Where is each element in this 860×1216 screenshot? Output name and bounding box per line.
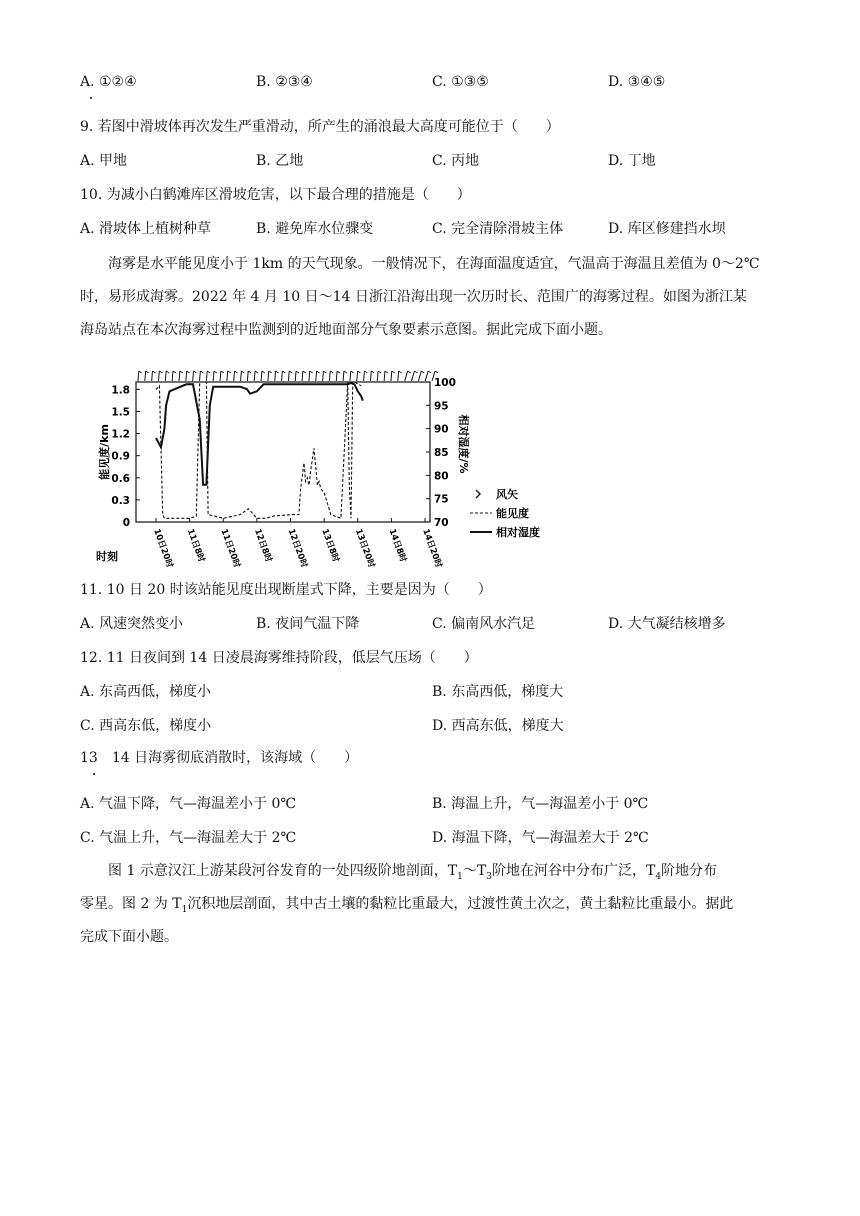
wind-barb bbox=[377, 371, 378, 381]
x-tick-label: 13日8时 bbox=[319, 527, 341, 564]
passage-sea-fog-line-3: 海岛站点在本次海雾过程中监测到的近地面部分气象要素示意图。据此完成下面小题。 bbox=[80, 322, 612, 338]
wind-barb bbox=[220, 371, 221, 381]
wind-barb-flag bbox=[235, 371, 238, 373]
x-tick-label: 11日20时 bbox=[218, 527, 242, 570]
wind-barb bbox=[391, 371, 392, 381]
wind-barb bbox=[213, 371, 214, 381]
y-tick-label-right: 75 bbox=[434, 493, 449, 506]
x-axis-label: 时刻 bbox=[96, 550, 118, 563]
wind-barb-flag bbox=[378, 371, 381, 373]
q8-option-c: C. ①③⑤ bbox=[432, 74, 489, 90]
wind-barb-flag bbox=[337, 371, 340, 373]
wind-barb bbox=[370, 371, 371, 381]
wind-barb-flag bbox=[159, 371, 162, 373]
wind-barb bbox=[261, 371, 262, 381]
wind-barb bbox=[138, 371, 139, 381]
wind-barb-flag bbox=[408, 371, 411, 373]
wind-barb bbox=[282, 371, 283, 381]
wind-barb-flag bbox=[139, 371, 142, 373]
passage-terrace-line-2: 零星。图 2 为 $T_1$沉积地层剖面，其中古土壤的黏粒比重最大，过渡性黄土次之，黄土黏粒比重最小。据此 bbox=[80, 896, 734, 915]
wind-barb bbox=[309, 371, 310, 381]
q10-option-d: D. 库区修建挡水坝 bbox=[608, 221, 726, 237]
y-tick-label-left: 0.9 bbox=[111, 450, 130, 463]
wind-barb-flag bbox=[371, 371, 374, 373]
wind-barb-flag bbox=[255, 371, 258, 373]
wind-barb-flag bbox=[193, 371, 196, 373]
x-tick-label: 11日8时 bbox=[184, 527, 207, 564]
q12-stem: 12. 11 日夜间到 14 日凌晨海雾维持阶段，低层气压场（ ） bbox=[80, 650, 478, 666]
y-tick-label-right: 80 bbox=[434, 470, 449, 483]
wind-barb-flag bbox=[152, 371, 155, 373]
stray-dot bbox=[90, 97, 92, 99]
series-line-humidity bbox=[156, 383, 363, 485]
y-tick-label-right: 70 bbox=[434, 517, 449, 529]
q9-option-d: D. 丁地 bbox=[608, 153, 656, 169]
x-tick-label: 14日20时 bbox=[420, 527, 444, 570]
passage-sea-fog-line-2: 时，易形成海雾。2022 年 4 月 10 日～14 日浙江沿海出现一次历时长、范围广的海雾过程。如图为浙江某 bbox=[80, 289, 747, 305]
q10-option-c: C. 完全清除滑坡主体 bbox=[432, 221, 564, 237]
wind-barb-flag bbox=[166, 371, 169, 373]
wind-barb bbox=[193, 371, 194, 381]
wind-barb bbox=[418, 371, 421, 381]
y-tick-label-right: 100 bbox=[434, 377, 456, 389]
q13-option-d: D. 海温下降，气—海温差大于 2℃ bbox=[432, 830, 649, 846]
q10-stem: 10. 为减小白鹤滩库区滑坡危害，以下最合理的措施是（ ） bbox=[80, 187, 471, 203]
wind-barb bbox=[343, 371, 344, 381]
wind-barb bbox=[268, 371, 269, 381]
q8-option-b: B. ②③④ bbox=[256, 74, 313, 90]
wind-barb-flag bbox=[221, 371, 224, 373]
passage-terrace-line-1: 图 1 示意汉江上游某段河谷发育的一处四级阶地剖面，$T_1\sim T_3$阶地在河谷中分布广泛，$T_4$阶地分布 bbox=[108, 863, 718, 882]
wind-barb-flag bbox=[200, 371, 203, 373]
q9-option-a: A. 甲地 bbox=[80, 153, 128, 169]
wind-barb bbox=[145, 371, 146, 381]
wind-barb-flag bbox=[173, 371, 176, 373]
wind-barb-flag bbox=[207, 371, 210, 373]
y-axis-label-right: 相对湿度/% bbox=[457, 414, 470, 474]
wind-barb-flag bbox=[392, 371, 395, 373]
q9-option-c: C. 丙地 bbox=[432, 153, 480, 169]
q10-option-a: A. 滑坡体上植树种草 bbox=[80, 221, 212, 237]
legend-label: 能见度 bbox=[496, 507, 529, 520]
y-axis-label-left: 能见度/km bbox=[98, 424, 111, 480]
wind-barb-flag bbox=[282, 371, 285, 373]
wind-barb-flag bbox=[323, 371, 326, 373]
wind-barb-flag bbox=[269, 371, 272, 373]
y-tick-label-left: 0 bbox=[122, 517, 130, 529]
wind-barb bbox=[152, 371, 153, 381]
wind-barb-flag bbox=[364, 371, 367, 373]
wind-barb-flag bbox=[351, 371, 354, 373]
wind-barb-flag bbox=[435, 371, 438, 373]
q13-option-a: A. 气温下降，气—海温差小于 0℃ bbox=[80, 796, 297, 812]
legend-label: 相对湿度 bbox=[496, 526, 540, 539]
q10-option-b: B. 避免库水位骤变 bbox=[256, 221, 374, 237]
wind-barb bbox=[234, 371, 235, 381]
wind-barb bbox=[165, 371, 166, 381]
wind-barb bbox=[186, 371, 187, 381]
y-tick-label-left: 1.5 bbox=[111, 406, 130, 419]
wind-barb bbox=[364, 371, 365, 381]
wind-barb bbox=[384, 371, 385, 381]
q12-option-b: B. 东高西低，梯度大 bbox=[432, 684, 564, 700]
wind-barb bbox=[172, 371, 173, 381]
q9-option-b: B. 乙地 bbox=[256, 153, 304, 169]
wind-barb bbox=[336, 371, 337, 381]
legend-label: 风矢 bbox=[496, 488, 518, 501]
passage-sea-fog-line-1: 海雾是水平能见度小于 1km 的天气现象。一般情况下，在海面温度适宜，气温高于海温且差值为 0～2℃ bbox=[108, 256, 760, 272]
wind-barb-flag bbox=[214, 371, 217, 373]
y-tick-label-right: 85 bbox=[434, 447, 449, 459]
q13-option-b: B. 海温上升，气—海温差小于 0℃ bbox=[432, 796, 649, 812]
y-tick-label-right: 90 bbox=[434, 423, 449, 436]
wind-barb bbox=[411, 371, 414, 381]
wind-barb-flag bbox=[289, 371, 292, 373]
q13-stem: 13 14 日海雾彻底消散时，该海域（ ） bbox=[80, 750, 359, 766]
wind-barb-flag bbox=[317, 371, 320, 373]
wind-barb-flag bbox=[228, 371, 231, 373]
wind-barb bbox=[405, 371, 408, 381]
x-tick-label: 10日20时 bbox=[151, 527, 175, 570]
passage-terrace-line-3: 完成下面小题。 bbox=[80, 929, 178, 945]
wind-barb-flag bbox=[248, 371, 251, 373]
series-line-visibility bbox=[156, 382, 361, 518]
wind-barb-flag bbox=[310, 371, 313, 373]
q11-option-d: D. 大气凝结核增多 bbox=[608, 616, 726, 632]
wind-barb bbox=[398, 371, 399, 381]
x-tick-label: 14日8时 bbox=[386, 527, 408, 564]
legend-wind-symbol bbox=[476, 490, 480, 498]
q12-option-d: D. 西高东低，梯度大 bbox=[432, 718, 564, 734]
wind-barb-flag bbox=[262, 371, 265, 373]
wind-barb-flag bbox=[187, 371, 190, 373]
wind-barb bbox=[200, 371, 201, 381]
wind-barb-flag bbox=[303, 371, 306, 373]
q11-option-b: B. 夜间气温下降 bbox=[256, 616, 360, 632]
wind-barb bbox=[254, 371, 255, 381]
wind-barb bbox=[316, 371, 317, 381]
sea-fog-weather-chart bbox=[96, 362, 556, 572]
wind-barb bbox=[241, 371, 242, 381]
wind-barb-flag bbox=[330, 371, 333, 373]
wind-barb bbox=[288, 371, 289, 381]
y-tick-label-left: 1.8 bbox=[111, 384, 130, 397]
wind-barb-flag bbox=[296, 371, 299, 373]
wind-barb bbox=[425, 371, 428, 381]
wind-barb bbox=[357, 371, 358, 381]
wind-barb bbox=[247, 371, 248, 381]
wind-barb bbox=[323, 371, 324, 381]
q12-option-c: C. 西高东低，梯度小 bbox=[80, 718, 212, 734]
wind-barb bbox=[350, 371, 351, 381]
wind-barb-flag bbox=[146, 371, 149, 373]
x-tick-label: 13日20时 bbox=[352, 527, 377, 570]
wind-barb-flag bbox=[414, 371, 417, 373]
wind-barb bbox=[302, 371, 303, 381]
wind-barb bbox=[159, 371, 160, 381]
q11-option-a: A. 风速突然变小 bbox=[80, 616, 184, 632]
q11-stem: 11. 10 日 20 时该站能见度出现断崖式下降，主要是因为（ ） bbox=[80, 582, 492, 598]
y-tick-label-right: 95 bbox=[434, 400, 449, 413]
plot-border bbox=[136, 382, 430, 522]
wind-barb bbox=[275, 371, 276, 381]
wind-barb-flag bbox=[428, 371, 431, 373]
q8-option-d: D. ③④⑤ bbox=[608, 74, 666, 90]
q13-option-c: C. 气温上升，气—海温差大于 2℃ bbox=[80, 830, 297, 846]
wind-barb-flag bbox=[241, 371, 244, 373]
wind-barb-flag bbox=[344, 371, 347, 373]
wind-barb-flag bbox=[421, 371, 424, 373]
q8-option-a: A. ①②④ bbox=[80, 74, 137, 90]
wind-barb bbox=[329, 371, 330, 381]
wind-barb-flag bbox=[358, 371, 361, 373]
y-tick-label-left: 0.3 bbox=[111, 494, 130, 507]
stray-dot bbox=[93, 773, 95, 775]
wind-barb-flag bbox=[180, 371, 183, 373]
wind-barb-flag bbox=[276, 371, 279, 373]
y-tick-label-left: 1.2 bbox=[111, 428, 130, 441]
wind-barb bbox=[295, 371, 296, 381]
y-tick-label-left: 0.6 bbox=[111, 472, 130, 485]
wind-barb-flag bbox=[399, 371, 402, 373]
q12-option-a: A. 东高西低，梯度小 bbox=[80, 684, 212, 700]
wind-barb bbox=[227, 371, 228, 381]
x-tick-label: 12日20时 bbox=[285, 527, 309, 570]
q9-stem: 9. 若图中滑坡体再次发生严重滑动，所产生的涌浪最大高度可能位于（ ） bbox=[80, 119, 560, 135]
q11-option-c: C. 偏南风水汽足 bbox=[432, 616, 536, 632]
wind-barb bbox=[179, 371, 180, 381]
wind-barb bbox=[206, 371, 207, 381]
wind-barb-flag bbox=[385, 371, 388, 373]
x-tick-label: 12日8时 bbox=[252, 527, 274, 564]
